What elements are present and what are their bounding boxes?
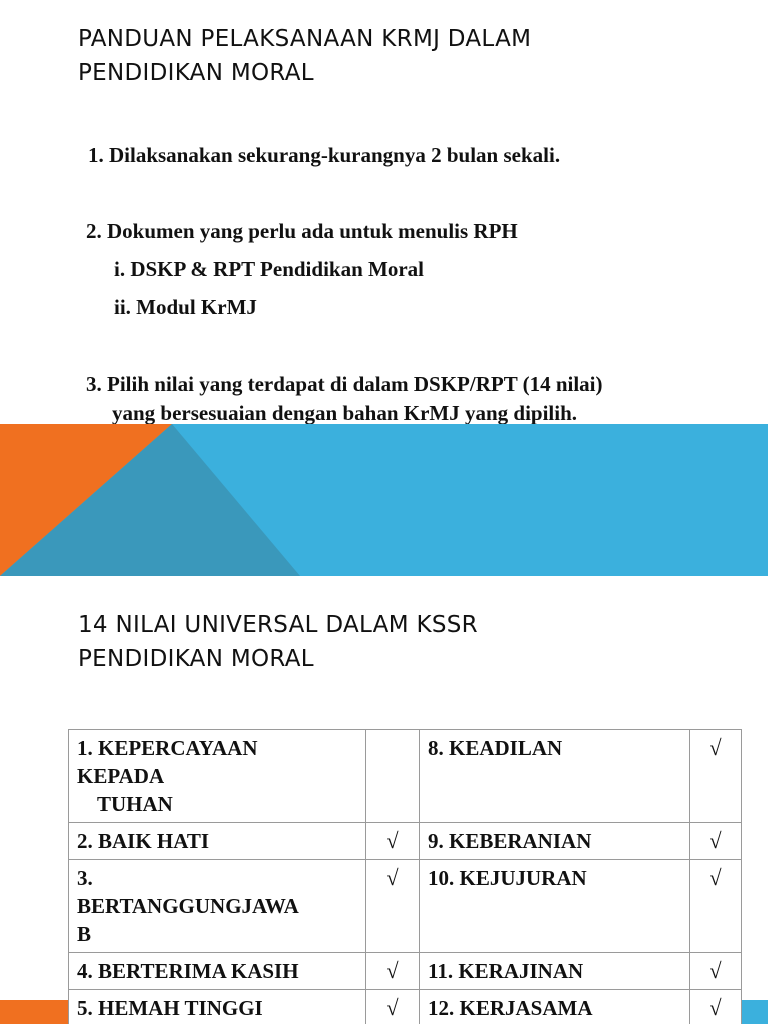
slide-2-title-line-2: PENDIDIKAN MORAL	[78, 646, 314, 672]
check-cell: √	[366, 990, 420, 1024]
table-row	[69, 823, 742, 860]
slide-2-title	[78, 608, 478, 676]
slide-2	[0, 576, 768, 1024]
check-cell: √	[690, 990, 742, 1024]
guideline-item-2-ii: ii. Modul KrMJ	[114, 295, 257, 319]
table-row	[69, 990, 742, 1024]
slide-1-title-line-2: PENDIDIKAN MORAL	[78, 60, 314, 86]
value-text: 3.	[77, 866, 93, 890]
guideline-item-3-line-1: 3. Pilih nilai yang terdapat di dalam DSKP/RPT (14 nilai)	[86, 372, 603, 396]
slide-1-title	[78, 22, 531, 90]
check-cell: √	[690, 823, 742, 860]
values-table	[68, 729, 742, 1024]
table-cell-value: 5. HEMAH TINGGI	[69, 990, 366, 1024]
guideline-item-1: 1. Dilaksanakan sekurang-kurangnya 2 bulan sekali.	[88, 143, 561, 167]
guideline-item-3-line-2: yang bersesuaian dengan bahan KrMJ yang dipilih.	[112, 401, 578, 424]
table-cell-value: 8. KEADILAN	[420, 730, 690, 823]
check-cell: √	[366, 860, 420, 953]
table-cell-value: 2. BAIK HATI	[69, 823, 366, 860]
value-text: B	[77, 922, 92, 946]
check-cell: √	[690, 730, 742, 823]
check-cell: √	[366, 823, 420, 860]
table-cell-value	[69, 860, 366, 953]
slide-1-title-line-1: PANDUAN PELAKSANAAN KRMJ DALAM	[78, 26, 532, 52]
table-row	[69, 953, 742, 990]
table-cell-value: 4. BERTERIMA KASIH	[69, 953, 366, 990]
decorative-band	[0, 424, 768, 576]
guideline-item-2-i: i. DSKP & RPT Pendidikan Moral	[114, 257, 424, 281]
bottom-blue-accent	[741, 1000, 768, 1024]
guideline-item-2: 2. Dokumen yang perlu ada untuk menulis RPH	[86, 219, 518, 243]
check-cell	[366, 730, 420, 823]
value-text: BERTANGGUNGJAWA	[77, 894, 299, 918]
table-cell-value: 12. KERJASAMA	[420, 990, 690, 1024]
table-cell-value: 11. KERAJINAN	[420, 953, 690, 990]
table-row	[69, 730, 742, 823]
table-row	[69, 860, 742, 953]
bottom-orange-accent	[0, 1000, 68, 1024]
check-cell: √	[690, 860, 742, 953]
value-text: TUHAN	[97, 792, 173, 816]
table-cell-value	[69, 730, 366, 823]
check-cell: √	[690, 953, 742, 990]
slide-2-title-line-1: 14 NILAI UNIVERSAL DALAM KSSR	[78, 612, 478, 638]
check-cell: √	[366, 953, 420, 990]
slide-1	[0, 0, 768, 424]
table-cell-value: 10. KEJUJURAN	[420, 860, 690, 953]
table-cell-value: 9. KEBERANIAN	[420, 823, 690, 860]
value-text: KEPADA	[77, 764, 165, 788]
value-text: 1. KEPERCAYAAN	[77, 736, 258, 760]
